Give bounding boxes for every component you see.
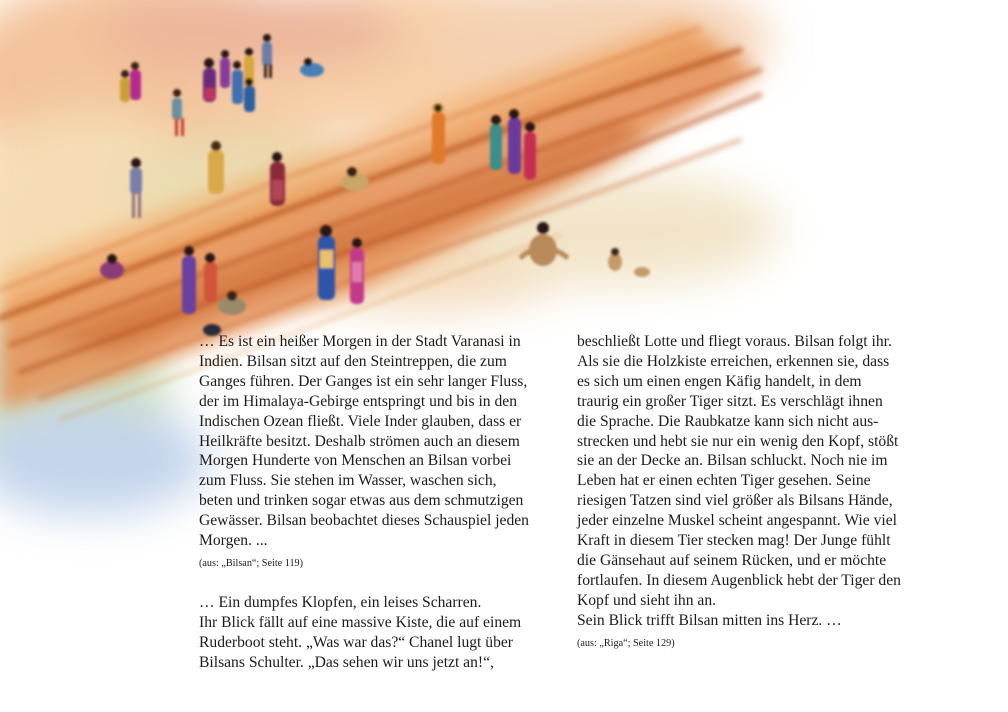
text-line: sie an der Decke an. Bilsan schluckt. Noch nie im xyxy=(577,452,888,470)
excerpt-riga-continued xyxy=(577,332,957,631)
excerpt-riga-start xyxy=(199,593,564,673)
text-line: Kraft in diesem Tier stecken mag! Der Junge fühlt xyxy=(577,532,891,550)
left-text-column xyxy=(199,332,564,673)
text-line: traurig ein großer Tiger sitzt. Es verschlägt ihnen xyxy=(577,392,883,410)
text-line: die Gänsehaut auf seinem Rücken, und er möchte xyxy=(577,551,887,569)
text-line: Heilkräfte besitzt. Deshalb strömen auch an diesem xyxy=(199,432,520,450)
right-text-column xyxy=(577,332,957,651)
text-line: beschließt Lotte und fliegt voraus. Bilsan folgt ihr. xyxy=(577,333,892,350)
text-line: Bilsans Schulter. „Das sehen wir uns jetzt an!“, xyxy=(199,653,494,671)
text-line: jeder einzelne Muskel scheint angespannt. Wie viel xyxy=(577,512,897,530)
text-line: riesigen Tatzen sind viel größer als Bilsans Hände, xyxy=(577,492,893,510)
citation-bilsan: (aus: „Bilsan“; Seite 119) xyxy=(199,557,304,569)
text-line: der im Himalaya-Gebirge entspringt und bis in den xyxy=(199,392,518,410)
text-line: Leben hat er einen echten Tiger gesehen. Seine xyxy=(577,472,871,490)
text-line: Indischen Ozean fließt. Viele Inder glauben, dass er xyxy=(199,412,522,430)
text-line: Ihr Blick fällt auf eine massive Kiste, die auf einem xyxy=(199,613,522,631)
text-line: beten und trinken sogar etwas aus dem schmutzigen xyxy=(199,492,524,510)
text-line: Gewässer. Bilsan beobachtet dieses Schauspiel jeden xyxy=(199,512,529,530)
text-line: Morgen Hunderte von Menschen an Bilsan vorbei xyxy=(199,452,512,470)
text-line: die Sprache. Die Raubkatze kann sich nicht aus- xyxy=(577,412,879,430)
text-line: … Ein dumpfes Klopfen, ein leises Scharren. xyxy=(199,593,482,611)
text-line: Als sie die Holzkiste erreichen, erkennen sie, dass xyxy=(577,352,890,370)
text-line: Sein Blick trifft Bilsan mitten ins Herz. … xyxy=(577,611,842,629)
paragraph-gap xyxy=(199,571,564,593)
text-line: strecken und hebt sie nur ein wenig den Kopf, stößt xyxy=(577,432,899,450)
text-line: Indien. Bilsan sitzt auf den Steintreppen, die zum xyxy=(199,352,507,370)
citation-riga: (aus: „Riga“; Seite 129) xyxy=(577,637,675,649)
text-line: es sich um einen engen Käfig handelt, in dem xyxy=(577,372,862,390)
text-line: fortlaufen. In diesem Augenblick hebt der Tiger den xyxy=(577,571,901,589)
text-line: Kopf und sieht ihn an. xyxy=(577,591,717,609)
text-line: … Es ist ein heißer Morgen in der Stadt Varanasi in xyxy=(199,333,521,350)
text-line: Ganges führen. Der Ganges ist ein sehr langer Fluss, xyxy=(199,372,528,390)
text-line: Morgen. ... xyxy=(199,532,268,550)
excerpt-bilsan xyxy=(199,332,564,551)
text-line: zum Fluss. Sie stehen im Wasser, waschen sich, xyxy=(199,472,497,490)
text-line: Ruderboot steht. „Was war das?“ Chanel lugt über xyxy=(199,633,513,651)
